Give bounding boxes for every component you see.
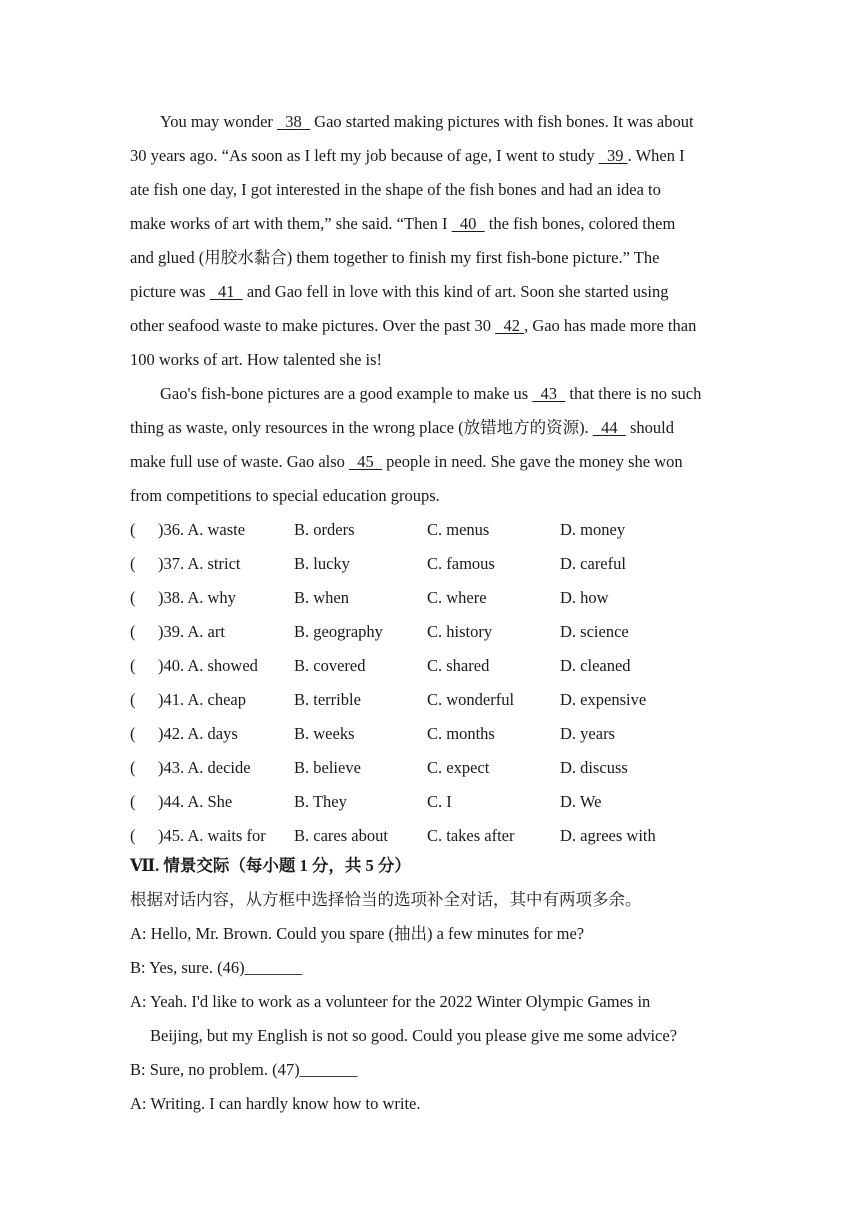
dialogue-line: B: Yes, sure. (46)_______ (130, 958, 303, 977)
answer-paren[interactable]: ( (130, 690, 136, 709)
answer-paren[interactable]: ( (130, 656, 136, 675)
option-b: B. orders (294, 520, 355, 539)
text-segment: and glued (用胶水黏合) them together to finish my first fish-bone picture.” The (130, 248, 660, 267)
answer-paren[interactable]: ( (130, 826, 136, 845)
text-segment: and Gao fell in love with this kind of art. Soon she started using (242, 282, 669, 301)
option-a: )45. A. waits for (158, 826, 266, 845)
blank-number: 45 (357, 452, 374, 471)
text-segment: make full use of waste. Gao also (130, 452, 350, 471)
option-b: B. believe (294, 758, 361, 777)
text-segment: other seafood waste to make pictures. Over the past 30 (130, 316, 496, 335)
option-b: B. covered (294, 656, 366, 675)
option-c: C. takes after (427, 826, 515, 845)
option-d: D. discuss (560, 758, 628, 777)
option-d: D. money (560, 520, 626, 539)
answer-paren[interactable]: ( (130, 554, 136, 573)
blank-number: 42 (503, 316, 520, 335)
text-segment: picture was (130, 282, 210, 301)
text-segment: . When I (627, 146, 685, 165)
option-d: D. We (560, 792, 602, 811)
option-c: C. shared (427, 656, 490, 675)
option-a: )40. A. showed (158, 656, 258, 675)
option-a: )39. A. art (158, 622, 225, 641)
text-segment: that there is no such (565, 384, 702, 403)
section-heading: Ⅶ. 情景交际（每小题 1 分，共 5 分） (130, 856, 411, 875)
answer-paren[interactable]: ( (130, 724, 136, 743)
option-a: )36. A. waste (158, 520, 246, 539)
blank-number: 44 (601, 418, 618, 437)
passage-line (130, 146, 685, 166)
passage-line (130, 282, 668, 302)
option-c: C. expect (427, 758, 490, 777)
option-d: D. how (560, 588, 609, 607)
blank-number: 43 (540, 384, 558, 403)
option-b: B. cares about (294, 826, 388, 845)
passage-line (130, 248, 659, 268)
passage-line (130, 418, 674, 438)
text-segment: thing as waste, only resources in the wrong place (放错地方的资源). (130, 418, 593, 437)
passage-line (130, 214, 675, 234)
passage-line (160, 384, 701, 404)
blank-number: 39 (607, 146, 624, 165)
dialogue-line: Beijing, but my English is not so good. Could you please give me some advice? (150, 1026, 678, 1045)
text-segment: ate fish one day, I got interested in the shape of the fish bones and had an idea to (130, 180, 661, 199)
option-a: )38. A. why (158, 588, 236, 607)
blank-number: 38 (285, 112, 302, 131)
answer-paren[interactable]: ( (130, 520, 136, 539)
dialogue-line: A: Hello, Mr. Brown. Could you spare (抽出) a few minutes for me? (130, 924, 585, 943)
option-a: )43. A. decide (158, 758, 251, 777)
blank-number: 41 (217, 282, 235, 301)
text-segment: make works of art with them,” she said. “Then I (130, 214, 452, 233)
passage-line (130, 316, 696, 336)
option-b: B. geography (294, 622, 383, 641)
option-c: C. months (427, 724, 495, 743)
blank-42 (495, 316, 524, 336)
option-c: C. I (427, 792, 452, 811)
answer-paren[interactable]: ( (130, 622, 136, 641)
blank-45 (349, 452, 382, 472)
passage-line (130, 350, 382, 370)
option-d: D. cleaned (560, 656, 631, 675)
text-segment: from competitions to special education groups. (130, 486, 440, 505)
option-d: D. expensive (560, 690, 647, 709)
answer-paren[interactable]: ( (130, 758, 136, 777)
answer-paren[interactable]: ( (130, 588, 136, 607)
section-instruction: 根据对话内容，从方框中选择恰当的选项补全对话，其中有两项多余。 (130, 890, 642, 909)
text-segment: the fish bones, colored them (484, 214, 676, 233)
option-a: )42. A. days (158, 724, 238, 743)
option-b: B. lucky (294, 554, 350, 573)
blank-41 (210, 282, 243, 302)
option-c: C. famous (427, 554, 495, 573)
text-segment: , Gao has made more than (524, 316, 697, 335)
text-segment: 30 years ago. “As soon as I left my job because of age, I went to study (130, 146, 599, 165)
text-segment: 100 works of art. How talented she is! (130, 350, 383, 369)
option-a: )44. A. She (158, 792, 233, 811)
blank-40 (452, 214, 485, 234)
blank-44 (593, 418, 626, 438)
dialogue-line: A: Yeah. I'd like to work as a volunteer for the 2022 Winter Olympic Games in (130, 992, 651, 1011)
text-segment: Gao's fish-bone pictures are a good example to make us (160, 384, 533, 403)
option-b: B. They (294, 792, 347, 811)
text-segment: Gao started making pictures with fish bones. It was about (310, 112, 694, 131)
blank-number: 40 (459, 214, 477, 233)
option-b: B. weeks (294, 724, 355, 743)
blank-38 (277, 112, 310, 132)
blank-39 (599, 146, 628, 166)
option-d: D. careful (560, 554, 626, 573)
option-c: C. wonderful (427, 690, 515, 709)
option-c: C. where (427, 588, 487, 607)
option-c: C. menus (427, 520, 490, 539)
passage-line (130, 486, 440, 506)
text-segment: people in need. She gave the money she won (382, 452, 683, 471)
option-b: B. terrible (294, 690, 361, 709)
dialogue-line: A: Writing. I can hardly know how to write. (130, 1094, 421, 1113)
passage-line (130, 180, 661, 200)
option-d: D. science (560, 622, 629, 641)
option-b: B. when (294, 588, 349, 607)
option-c: C. history (427, 622, 493, 641)
option-d: D. years (560, 724, 615, 743)
option-d: D. agrees with (560, 826, 656, 845)
answer-paren[interactable]: ( (130, 792, 136, 811)
passage-line (160, 112, 694, 132)
text-segment: should (625, 418, 674, 437)
dialogue-line: B: Sure, no problem. (47)_______ (130, 1060, 358, 1079)
option-a: )37. A. strict (158, 554, 241, 573)
passage-line (130, 452, 683, 472)
option-a: )41. A. cheap (158, 690, 246, 709)
text-segment: You may wonder (160, 112, 278, 131)
blank-43 (532, 384, 565, 404)
